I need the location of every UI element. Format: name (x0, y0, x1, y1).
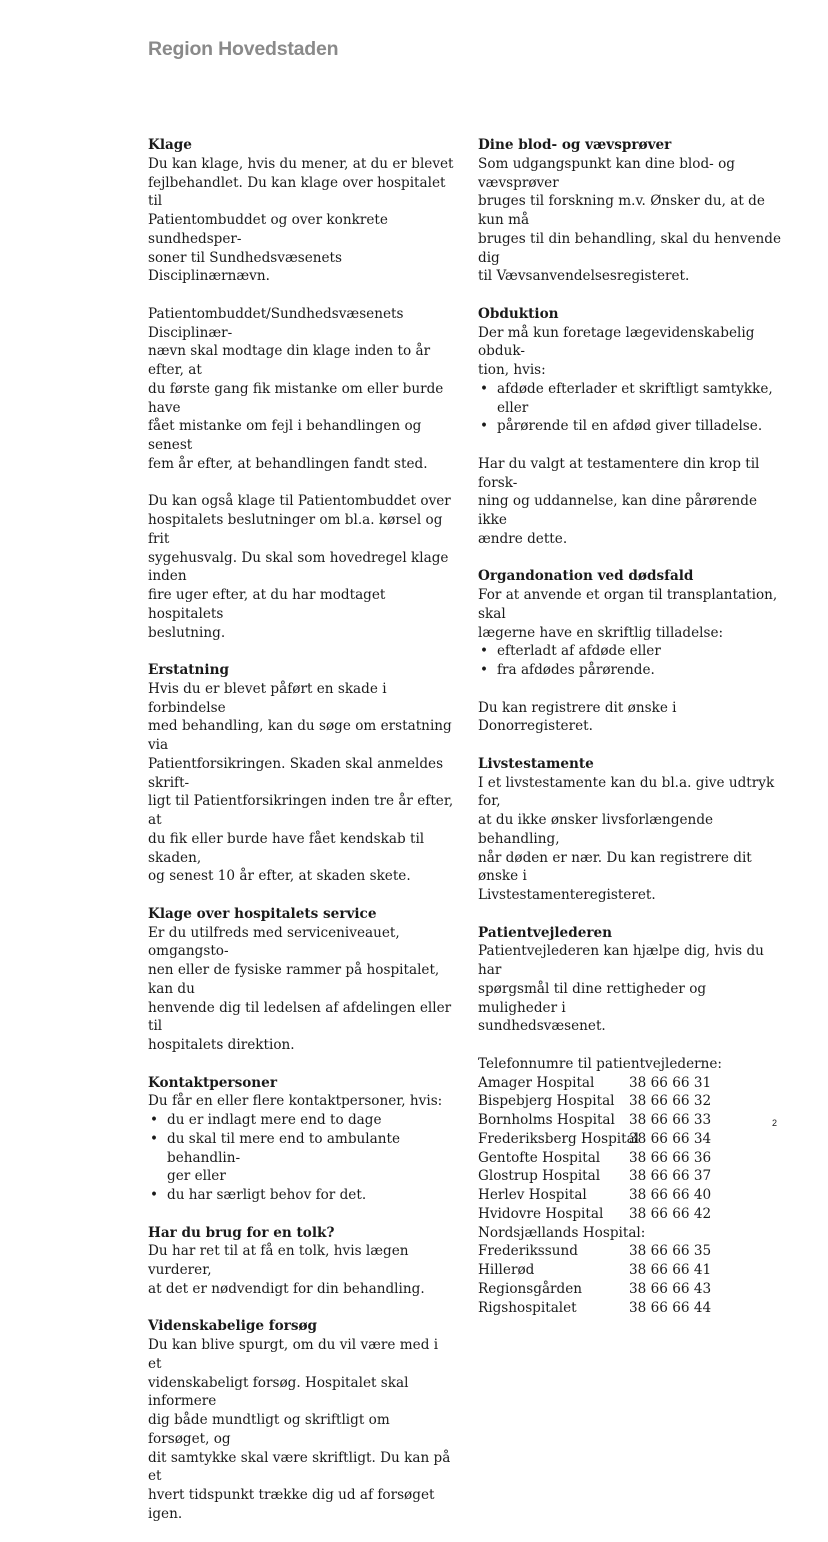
section-klage (148, 136, 454, 642)
section-title: Har du brug for en tolk? (148, 1224, 335, 1241)
text-line: lægerne have en skriftlig tilladelse: (478, 624, 724, 641)
phone-row (478, 1261, 784, 1280)
text-line: sundhedsvæsenet. (478, 1018, 606, 1035)
paragraph (148, 1336, 454, 1524)
text-line: hvert tidspunkt trække dig ud af forsøget igen. (148, 1487, 435, 1522)
hospital-name: Bornholms Hospital (478, 1112, 615, 1128)
hospital-name: Gentofte Hospital (478, 1149, 601, 1166)
bullet-list (478, 642, 784, 680)
text-line: Som udgangspunkt kan dine blod- og vævsprøver (478, 155, 735, 191)
paragraph (148, 924, 454, 1055)
text-line: Der må kun foretage lægevidenskabelig obduk- (478, 324, 755, 360)
section-title: Klage over hospitalets service (148, 905, 377, 922)
hospital-name: Regionsgården (478, 1280, 583, 1297)
phone-list (478, 1074, 784, 1318)
text-line: du er indlagt mere end to dage (167, 1112, 382, 1128)
text-line: dig både mundtligt og skriftligt om forsøget, og (148, 1412, 390, 1447)
section-title: Livstestamente (478, 755, 594, 772)
paragraph: Du får en eller flere kontaktpersoner, hvis: (148, 1093, 443, 1110)
text-line: fem år efter, at behandlingen fandt sted. (148, 455, 428, 472)
text-line: Har du valgt at testamentere din krop til forsk- (478, 455, 760, 491)
phone-number: 38 66 66 37 (629, 1168, 712, 1185)
text-line: videnskabeligt forsøg. Hospitalet skal informere (148, 1374, 409, 1410)
hospital-name: Rigshospitalet (478, 1299, 577, 1316)
text-line: fra afdødes pårørende. (497, 662, 655, 678)
hospital-name: Herlev Hospital (478, 1187, 587, 1203)
hospital-name: Hillerød (478, 1262, 535, 1278)
hospital-name: Frederikssund (478, 1243, 578, 1260)
paragraph (478, 155, 784, 286)
paragraph (148, 155, 454, 286)
text-line: fire uger efter, at du har modtaget hospitalets (148, 587, 386, 622)
text-line: du skal til mere end to ambulante behandlin- (167, 1130, 400, 1166)
paragraph (148, 680, 454, 886)
hospital-name: Nordsjællands Hospital: (478, 1224, 646, 1241)
phone-number: 38 66 66 40 (629, 1187, 712, 1203)
text-line: nen eller de fysiske rammer på hospitalet, kan du (148, 962, 440, 997)
phone-row (478, 1092, 784, 1111)
region-header-title: Region Hovedstaden (148, 38, 339, 60)
phone-number: 38 66 66 32 (629, 1093, 712, 1110)
phone-row (478, 1224, 784, 1243)
text-line: nævn skal modtage din klage inden to år efter, at (148, 343, 431, 378)
text-line: dit samtykke skal være skriftligt. Du kan på et (148, 1449, 451, 1485)
text-line: hospitalets direktion. (148, 1037, 295, 1053)
text-line: bruges til forskning m.v. Ønsker du, at de kun må (478, 193, 765, 228)
paragraph (478, 324, 784, 380)
text-line: sygehusvalg. Du skal som hovedregel klage inden (148, 549, 449, 585)
phone-row (478, 1111, 784, 1130)
text-line: fået mistanke om fejl i behandlingen og senest (148, 418, 422, 453)
text-line: ger eller (167, 1168, 226, 1185)
text-line: tion, hvis: (478, 362, 546, 378)
bullet-item (478, 642, 784, 661)
text-line: Du kan registrere dit ønske i Donorregisteret. (478, 699, 677, 735)
text-line: du har særligt behov for det. (167, 1187, 367, 1203)
phone-number: 38 66 66 44 (629, 1299, 712, 1316)
text-line: Hvis du er blevet påført en skade i forbindelse (148, 680, 387, 716)
phone-row (478, 1299, 784, 1318)
text-line: Patientforsikringen. Skaden skal anmeldes skrift- (148, 755, 444, 791)
text-line: ligt til Patientforsikringen inden tre år efter, at (148, 793, 454, 828)
hospital-name: Glostrup Hospital (478, 1168, 601, 1185)
phone-row (478, 1149, 784, 1168)
phone-number: 38 66 66 36 (629, 1149, 712, 1166)
paragraph (148, 305, 454, 474)
text-line: bruges til din behandling, skal du henvende dig (478, 230, 782, 266)
paragraph (478, 455, 784, 549)
text-line: afdøde efterlader et skriftligt samtykke, eller (497, 380, 773, 416)
section-kontaktpersoner (148, 1074, 454, 1205)
phone-number: 38 66 66 41 (629, 1262, 712, 1278)
paragraph (478, 586, 784, 642)
phone-number: 38 66 66 35 (629, 1243, 712, 1260)
text-line: at du ikke ønsker livsforlængende behandling, (478, 812, 714, 847)
section-title: Klage (148, 137, 192, 153)
section-title: Erstatning (148, 662, 229, 678)
phone-list-label: Telefonnumre til patientvejlederne: (478, 1055, 722, 1072)
text-line: med behandling, kan du søge om erstatning via (148, 718, 452, 753)
section-patientvejlederen (478, 924, 784, 1318)
paragraph (478, 774, 784, 905)
hospital-name: Frederiksberg Hospital (478, 1130, 640, 1147)
text-line: Patientombuddet og over konkrete sundhedsper- (148, 212, 388, 247)
text-line: ændre dette. (478, 530, 568, 547)
phone-number: 38 66 66 43 (629, 1280, 712, 1297)
bullet-item (478, 661, 784, 680)
phone-row (478, 1167, 784, 1186)
phone-number: 38 66 66 42 (629, 1205, 712, 1222)
text-line: For at anvende et organ til transplantation, skal (478, 587, 778, 622)
right-column (478, 136, 784, 1336)
section-title: Patientvejlederen (478, 924, 613, 941)
text-line: at det er nødvendigt for din behandling. (148, 1280, 425, 1297)
text-line: Du har ret til at få en tolk, hvis lægen vurderer, (148, 1243, 409, 1278)
section-tolk (148, 1224, 454, 1299)
section-title: Kontaktpersoner (148, 1074, 277, 1091)
bullet-item (148, 1186, 454, 1205)
paragraph (478, 699, 784, 737)
section-livstestamente (478, 755, 784, 905)
text-line: du første gang fik mistanke om eller burde have (148, 380, 444, 416)
phone-number: 38 66 66 34 (629, 1130, 712, 1147)
text-line: Patientombuddet/Sundhedsvæsenets Disciplinær- (148, 305, 404, 341)
section-organdonation (478, 567, 784, 736)
section-obduktion (478, 305, 784, 549)
phone-row (478, 1130, 784, 1149)
text-line: fejlbehandlet. Du kan klage over hospitalet til (148, 174, 446, 210)
bullet-item (148, 1130, 454, 1186)
text-line: hospitalets beslutninger om bl.a. kørsel og frit (148, 512, 443, 547)
section-title: Obduktion (478, 305, 559, 322)
text-line: til Vævsanvendelsesregisteret. (478, 268, 690, 285)
text-line: og senest 10 år efter, at skaden skete. (148, 868, 411, 885)
text-line: du fik eller burde have fået kendskab til skaden, (148, 830, 425, 866)
bullet-list (478, 380, 784, 436)
bullet-item (478, 380, 784, 418)
text-line: Er du utilfreds med serviceniveauet, omgangsto- (148, 924, 400, 960)
hospital-name: Bispebjerg Hospital (478, 1093, 615, 1110)
phone-row (478, 1280, 784, 1299)
hospital-name: Hvidovre Hospital (478, 1205, 604, 1222)
bullet-item (148, 1111, 454, 1130)
text-line: Livstestamenteregisteret. (478, 887, 656, 903)
paragraph (148, 1242, 454, 1298)
text-line: Patientvejlederen kan hjælpe dig, hvis du har (478, 943, 764, 978)
text-line: pårørende til en afdød giver tilladelse. (497, 418, 763, 435)
text-line: Du kan klage, hvis du mener, at du er blevet (148, 155, 454, 172)
phone-number: 38 66 66 33 (629, 1112, 712, 1128)
section-forsoeg (148, 1317, 454, 1523)
section-service (148, 905, 454, 1055)
paragraph (148, 492, 454, 642)
section-title: Organdonation ved dødsfald (478, 568, 694, 585)
phone-row (478, 1242, 784, 1261)
section-title: Videnskabelige forsøg (148, 1318, 318, 1335)
section-erstatning (148, 661, 454, 886)
phone-row (478, 1186, 784, 1205)
paragraph (478, 942, 784, 1036)
bullet-list (148, 1111, 454, 1205)
text-line: Du kan også klage til Patientombuddet over (148, 493, 451, 510)
text-line: I et livstestamente kan du bl.a. give udtryk for, (478, 774, 775, 810)
phone-number: 38 66 66 31 (629, 1074, 712, 1091)
page-number: 2 (772, 1118, 778, 1128)
text-line: efterladt af afdøde eller (497, 643, 661, 660)
phone-row (478, 1205, 784, 1224)
text-line: Du kan blive spurgt, om du vil være med i et (148, 1337, 439, 1372)
text-line: ning og uddannelse, kan dine pårørende ikke (478, 493, 758, 528)
phone-row (478, 1074, 784, 1093)
left-column (148, 136, 454, 1542)
hospital-name: Amager Hospital (478, 1074, 595, 1091)
text-line: henvende dig til ledelsen af afdelingen eller til (148, 999, 452, 1035)
text-line: beslutning. (148, 624, 226, 641)
text-line: når døden er nær. Du kan registrere dit ønske i (478, 849, 752, 885)
bullet-item (478, 417, 784, 436)
section-title: Dine blod- og vævsprøver (478, 137, 672, 153)
text-line: soner til Sundhedsvæsenets Disciplinærnævn. (148, 249, 342, 285)
text-line: spørgsmål til dine rettigheder og muligheder i (478, 980, 707, 1016)
section-blodprover (478, 136, 784, 286)
